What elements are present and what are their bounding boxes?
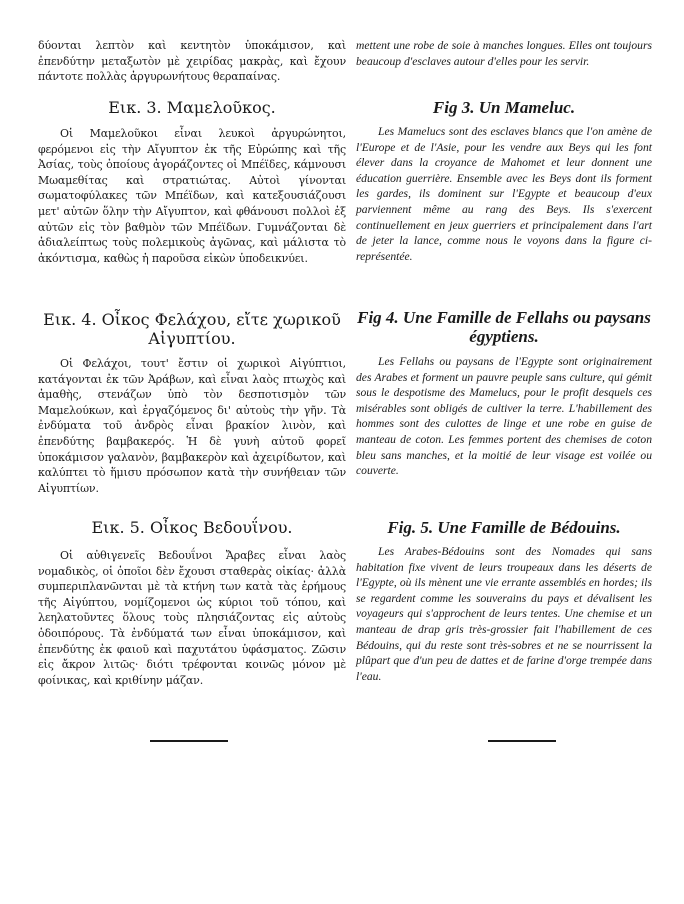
greek-body-fig5: Οἱ αὐθιγενεῖς Βεδουΐνοι Ἄραβες εἶναι λαὸς νομαδικὸς, οἱ ὁποῖοι δὲν ἔχουσι σταθερὰς οἰκίας· ἀλλὰ συμπεριπλανῶνται μὲ τὰ κτήνη των κατὰ τὰς ἐρήμους τῆς Αἰγύπτου, νομίζομενοι ὡς κύριοι τοῦ τόπου, καὶ λεηλατοῦντες ὅλους τοὺς πλησιάζοντας εἰς αὐτοὺς ὁδοιπόρους. Τὰ ἐνδύματά των εἶναι ὑποκάμισον, καὶ ἐπενδύτης ἐκ φαιοῦ καὶ παχυτάτου ὑφάσματος. Ζῶσιν εἰς ἄκρον λιτῶς· διότι τρέφονται κοινῶς μόνον μὲ φοίνικας, καὶ κριθίνην μάζαν.: [38, 549, 346, 687]
right-end-rule: [488, 740, 556, 742]
greek-body-fig3: Οἱ Μαμελοῦκοι εἶναι λευκοὶ ἀργυρώνητοι, φερόμενοι εἰς τὴν Αἴγυπτον ἐκ τῆς Εὐρώπης καὶ τῆς Ἀσίας, τοὺς ὁποίους ἀγοράζοντες οἱ Μπέϊδες, κάμνουσι Μωαμεθίτας καὶ στρατιώτας. Αὐτοὶ γίνονται σωματοφύλακες τῶν Μπέϊδων, καὶ κατεξουσιάζουσι μετ' αὐτῶν ὅλην τὴν Αἴγυπτον, καὶ φθάνουσι πολλοὶ ἐξ αὐτῶν εἰς τὸν βαθμὸν τῶν Μπέϊδων. Γυμνάζονται δὲ ἀδιαλείπτως τοὺς πολεμικοὺς ἀγῶνας, καὶ μάλιστα τὸ ἀκόντισμα, καθὼς ἡ παροῦσα εἰκὼν ὑποδεικνύει.: [38, 127, 346, 265]
french-heading-fig4: Fig 4. Une Famille de Fellahs ou paysans égyptiens.: [357, 308, 651, 346]
french-heading-fig3: Fig 3. Un Mameluc.: [432, 98, 576, 117]
greek-heading-fig3: Εικ. 3. Μαμελοῦκος.: [108, 98, 276, 117]
greek-heading-fig4: Εικ. 4. Οἶκος Φελάχου, εἴτε χωρικοῦ Αἰγυπτίου.: [43, 310, 341, 348]
greek-body-fig4: Οἱ Φελάχοι, τουτ' ἔστιν οἱ χωρικοὶ Αἰγύπτιοι, κατάγονται ἐκ τῶν Ἀράβων, καὶ εἶναι λαὸς πτωχὸς καὶ ἀμαθὴς, στενάζων ὑπὸ τὸν δεσποτισμὸν τῶν Μαμελούκων, καὶ ἐργαζόμενος δι' αὐτοὺς τὴν γῆν. Τὰ ἐνδύματα τοῦ ἀνδρὸς εἶναι βρακίον λινὸν, καὶ ἐπενδύτης βαμβακερός. Ἡ δὲ γυνὴ αὐτοῦ φορεῖ ὑποκάμισον γαλανὸν, βαμβακερὸν καὶ ἀχειρίδωτον, καὶ καλύπτει τὸ ἥμισυ πρόσωπον κατὰ τὴν συνήθειαν τῶν Αἰγυπτίων.: [38, 357, 346, 495]
greek-heading-fig5: Εικ. 5. Οἶκος Βεδουΐνου.: [91, 518, 293, 537]
french-body-fig3: Les Mamelucs sont des esclaves blancs que l'on amène de l'Europe et de l'Asie, pour les vendre aux Beys qui les font élever dans la croyance de Mahomet et leur donnent une éducation guerrière. Ensemble avec les Beys dont ils forment les gardes, ils dominent sur l'Egypte et beaucoup d'eux parviennent même au rang des Beys. Ils s'exercent continuellement en jeux guerriers et principalement dans l'art de jeter la lance, comme nous le voyons dans la figure ci-représentée.: [356, 125, 652, 263]
french-heading-fig5: Fig. 5. Une Famille de Bédouins.: [387, 518, 621, 537]
french-body-fig5: Les Arabes-Bédouins sont des Nomades qui sans habitation fixe vivent de leurs troupeaux dans les déserts de l'Egypte, où ils mènent une vie errante assemblés en hordes; ils se regardent comme les souverains du pays et dévalisent les voyageurs qui s'approchent de leurs tentes. Une chemise et un manteau de drap gris très-grossier fait l'habillement de ces Bédouins, qui du reste sont très-sobres et ne se nourrissent la plûpart que d'un peu de dattes et de farine d'orge trempée dans l'eau.: [356, 545, 652, 683]
french-body-fig4: Les Fellahs ou paysans de l'Egypte sont originairement des Arabes et forment un pauvre peuple sans culture, qui gémit sous le despotisme des Mamelucs, pour le profit desquels ces misérables sont obligés de cultiver la terre. L'habillement des hommes sont des culottes de linge et une robe en guise de manteau de coton. Les femmes portent des chemises de coton bleu sans manches, et la moitié de leur visage est voilée ou couverte.: [356, 355, 652, 478]
french-continuation: mettent une robe de soie à manches longues. Elles ont toujours beaucoup d'esclaves autour d'elles pour les servir.: [356, 39, 652, 68]
left-end-rule: [150, 740, 228, 742]
greek-continuation: δύονται λεπτὸν καὶ κεντητὸν ὑποκάμισον, καὶ ἐπενδύτην μεταξωτὸν μὲ χειρίδας μακρὰς, καὶ ἔχουν πάντοτε πολλὰς ἀργυρωνήτους θεραπαίνας.: [38, 39, 346, 84]
